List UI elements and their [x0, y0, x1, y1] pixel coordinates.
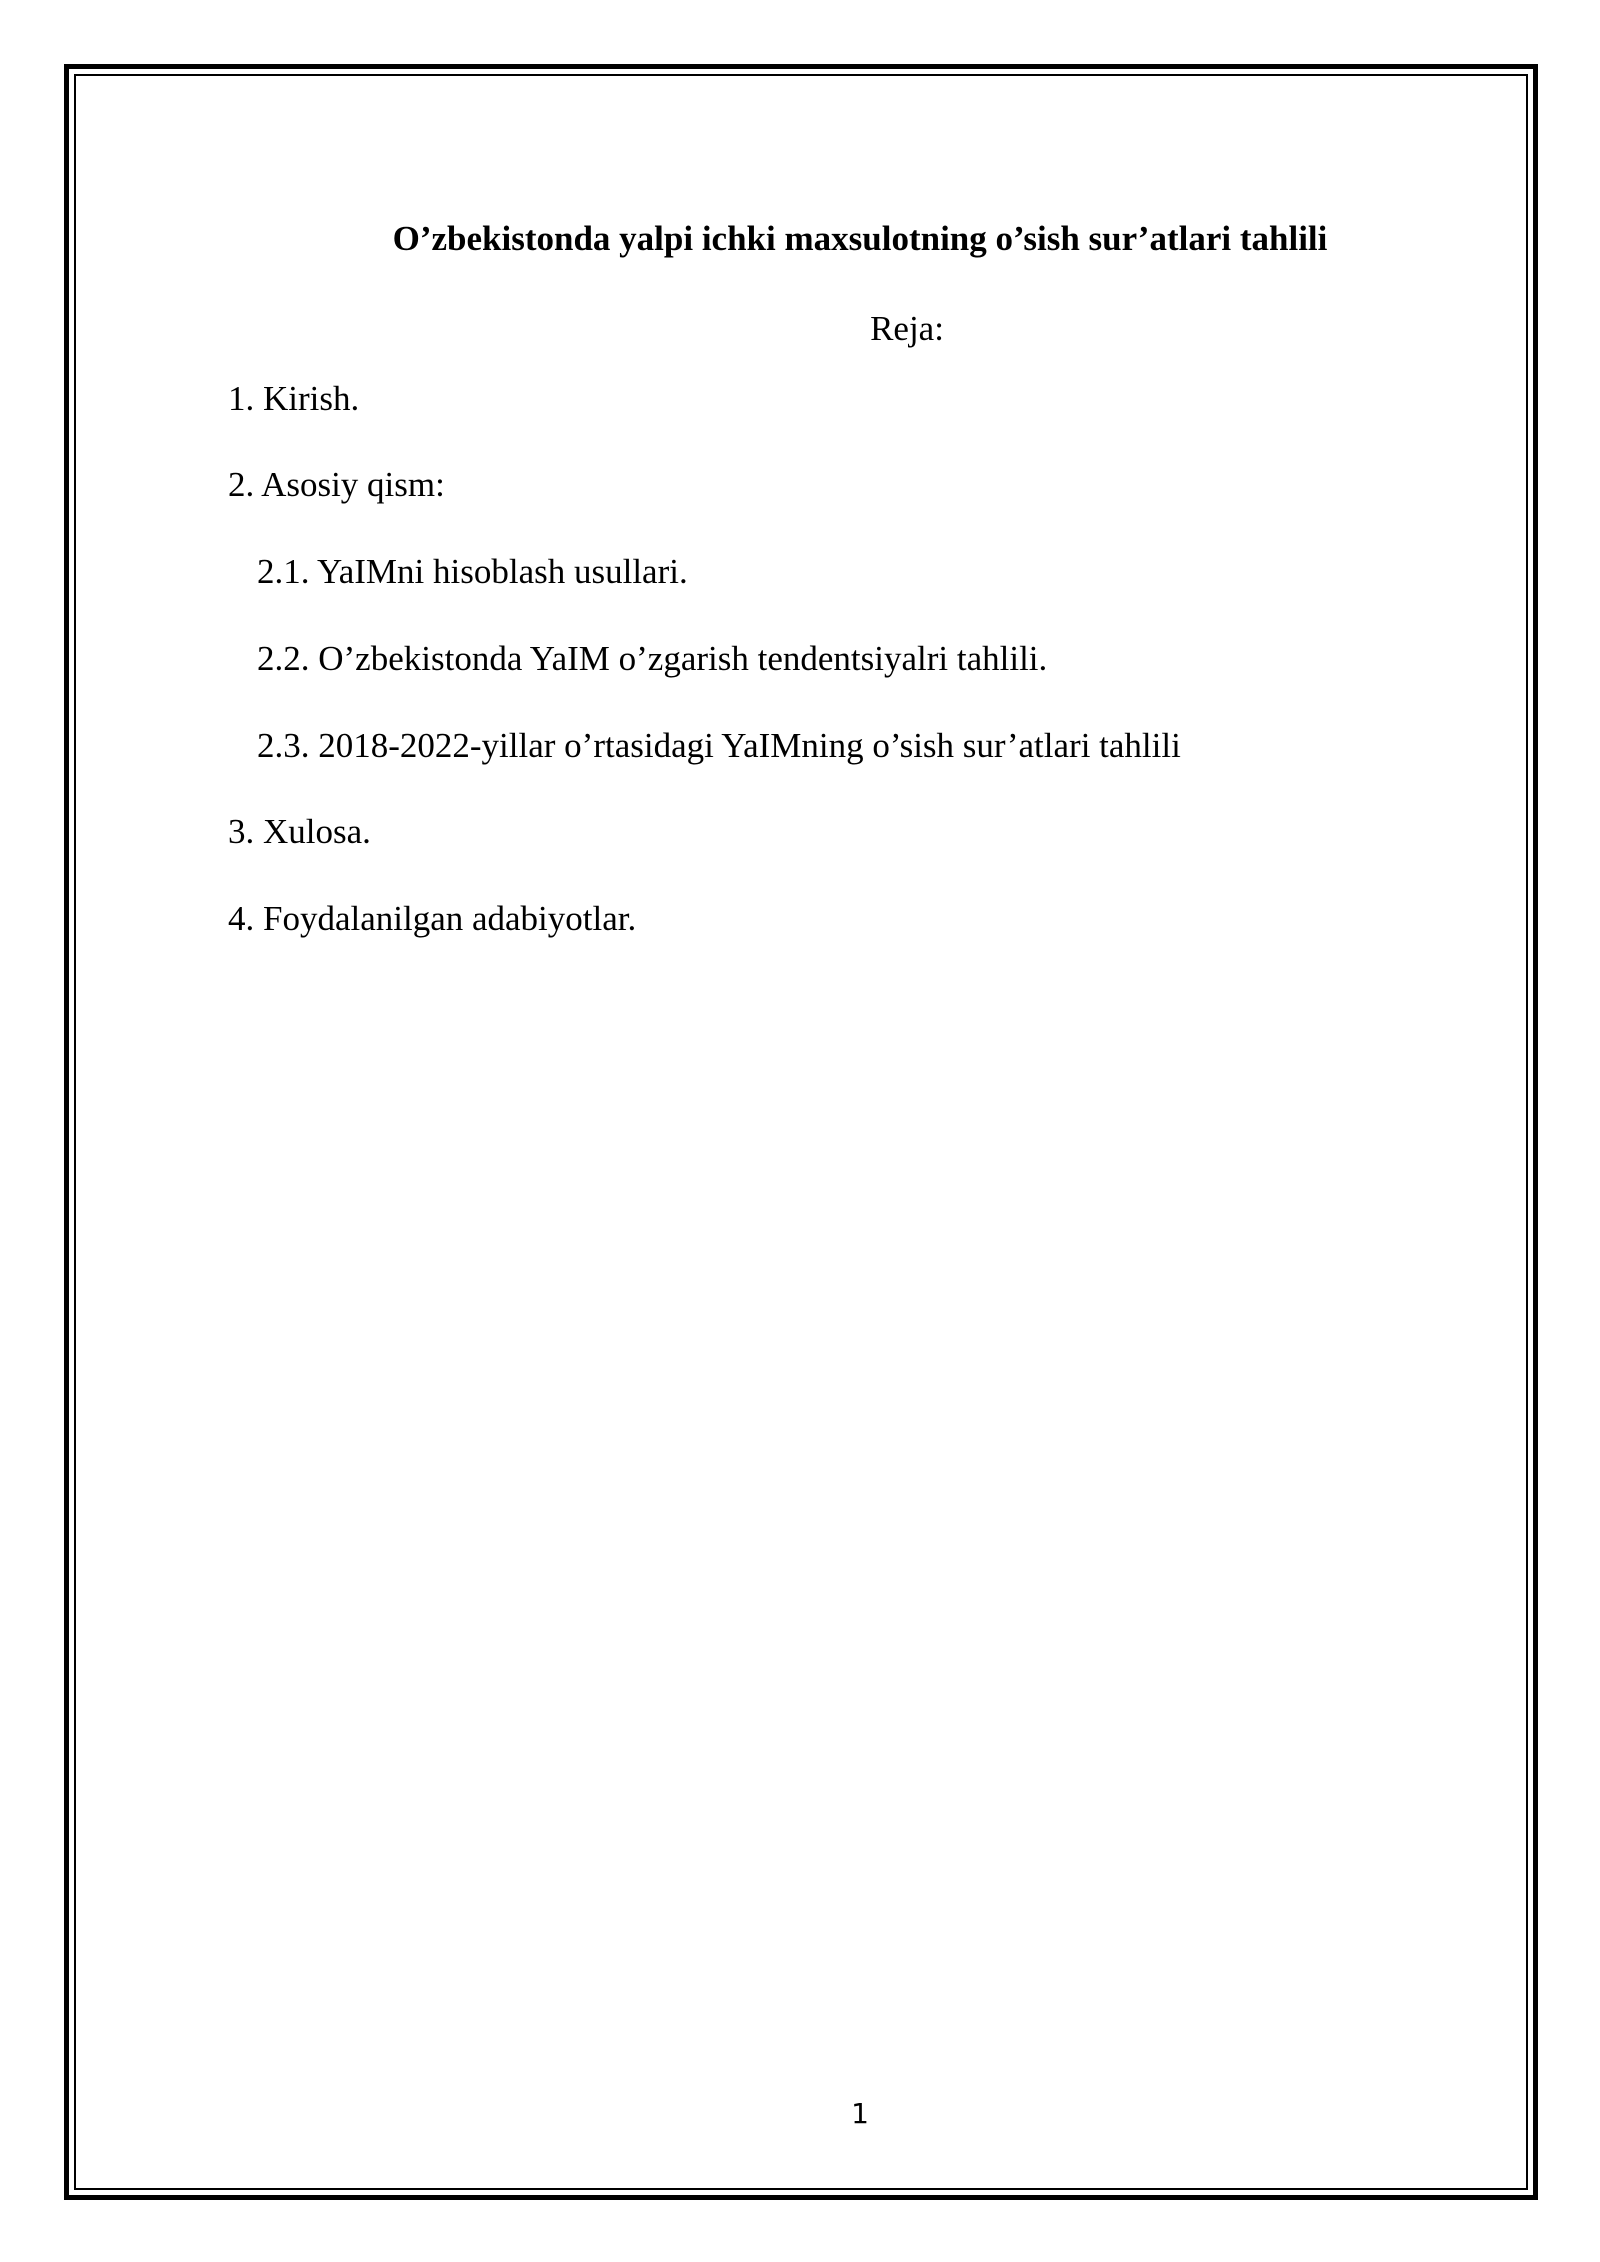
plan-heading: Reja: [870, 309, 944, 348]
toc-item-main-part: 2. Asosiy qism: [228, 465, 445, 504]
toc-item-calculation-methods: 2.1. YaIMni hisoblash usullari. [257, 552, 688, 591]
page-number: 1 [851, 2097, 869, 2130]
toc-item-references: 4. Foydalanilgan adabiyotlar. [228, 899, 637, 938]
toc-item-trend-analysis: 2.2. O’zbekistonda YaIM o’zgarish tendentsiyalri tahlili. [257, 639, 1048, 678]
toc-item-conclusion: 3. Xulosa. [228, 812, 371, 851]
document-title: O’zbekistonda yalpi ichki maxsulotning o’sish sur’atlari tahlili [392, 219, 1328, 258]
toc-item-introduction: 1. Kirish. [228, 379, 360, 418]
toc-item-growth-analysis: 2.3. 2018-2022-yillar o’rtasidagi YaIMning o’sish sur’atlari tahlili [257, 726, 1181, 765]
